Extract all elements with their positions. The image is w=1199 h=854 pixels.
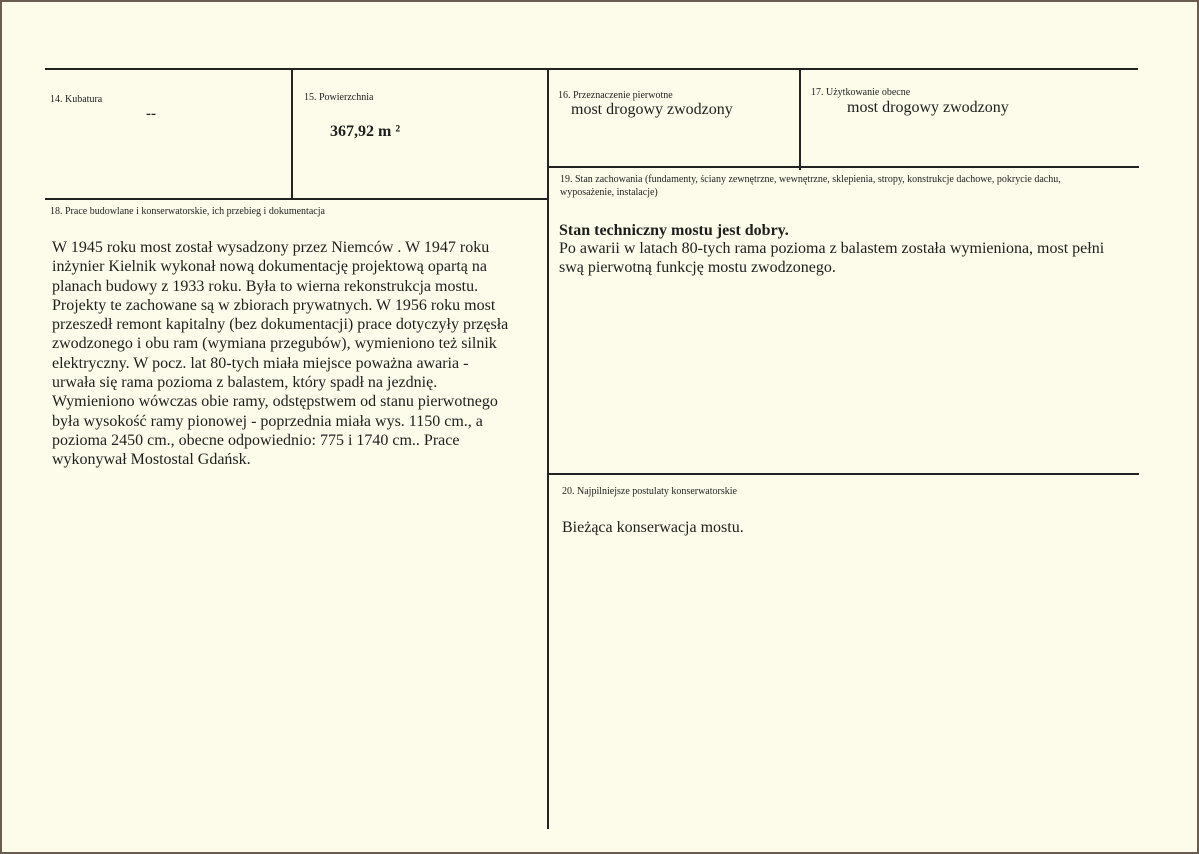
field19-line: Po awarii w latach 80-tych rama pozioma z balastem została wymieniona, most pełni bbox=[559, 240, 1105, 257]
field19-text bbox=[559, 239, 1129, 278]
field18-line: Projekty te zachowane są w zbiorach prywatnych. W 1956 roku most bbox=[52, 296, 496, 314]
field18-line: wykonywał Mostostal Gdańsk. bbox=[52, 451, 251, 469]
row-line-19-20 bbox=[548, 473, 1139, 475]
divider-14-15 bbox=[291, 69, 293, 200]
field16-value: most drogowy zwodzony bbox=[571, 101, 733, 118]
field18-line: planach budowy z 1933 roku. Była to wierna rekonstrukcja mostu. bbox=[52, 277, 479, 295]
top-border-line bbox=[45, 68, 1138, 70]
field18-line: urwała się rama pozioma z balastem, który spadł na jezdnię. bbox=[52, 374, 438, 392]
divider-15-16 bbox=[547, 69, 549, 829]
field18-line: elektryczny. W pocz. lat 80-tych miała miejsce poważna awaria - bbox=[52, 354, 469, 372]
document-page bbox=[2, 2, 1197, 852]
field18-line: inżynier Kielnik wykonał nową dokumentację projektową opartą na bbox=[52, 258, 487, 276]
field14-value: -- bbox=[146, 106, 156, 122]
field18-text bbox=[52, 238, 542, 470]
field20-label: 20. Najpilniejsze postulaty konserwatorskie bbox=[562, 486, 737, 497]
field19-line: swą pierwotną funkcję mostu zwodzonego. bbox=[559, 259, 836, 277]
field18-line: Wymieniono wówczas obie ramy, odstępstwem od stanu pierwotnego bbox=[52, 393, 498, 411]
divider-16-17 bbox=[799, 69, 801, 170]
field17-value: most drogowy zwodzony bbox=[847, 99, 1009, 116]
field18-line: zwodzonego i obu ram (wymiana przegubów), wymieniono też silnik bbox=[52, 335, 497, 353]
field18-line: pozioma 2450 cm., obecne odpowiednio: 775 i 1740 cm.. Prace bbox=[52, 431, 460, 449]
field20-value: Bieżąca konserwacja mostu. bbox=[562, 519, 744, 536]
field18-line: W 1945 roku most został wysadzony przez Niemców . W 1947 roku bbox=[52, 239, 490, 256]
field18-label: 18. Prace budowlane i konserwatorskie, ich przebieg i dokumentacja bbox=[50, 206, 325, 217]
field15-value: 367,92 m ² bbox=[330, 123, 401, 140]
field19-label-line2: wyposażenie, instalacje) bbox=[560, 187, 658, 198]
field18-line: była wysokość ramy pionowej - poprzednia miała wys. 1150 cm., a bbox=[52, 412, 483, 430]
field14-label: 14. Kubatura bbox=[50, 94, 103, 105]
row-line-16-17 bbox=[548, 166, 1139, 168]
field15-label: 15. Powierzchnia bbox=[304, 92, 374, 103]
field19-label bbox=[560, 173, 1135, 199]
field19-label-line1: 19. Stan zachowania (fundamenty, ściany zewnętrzne, wewnętrzne, sklepienia, stropy, konstrukcje dachowe, pokrycie dachu, bbox=[560, 174, 1061, 185]
field16-label: 16. Przeznaczenie pierwotne bbox=[558, 90, 673, 101]
field17-label: 17. Użytkowanie obecne bbox=[811, 87, 911, 98]
row-line-14-15 bbox=[45, 198, 548, 200]
field19-heading: Stan techniczny mostu jest dobry. bbox=[559, 222, 789, 239]
field18-line: przeszedł remont kapitalny (bez dokumentacji) prace dotyczyły przęsła bbox=[52, 316, 509, 334]
